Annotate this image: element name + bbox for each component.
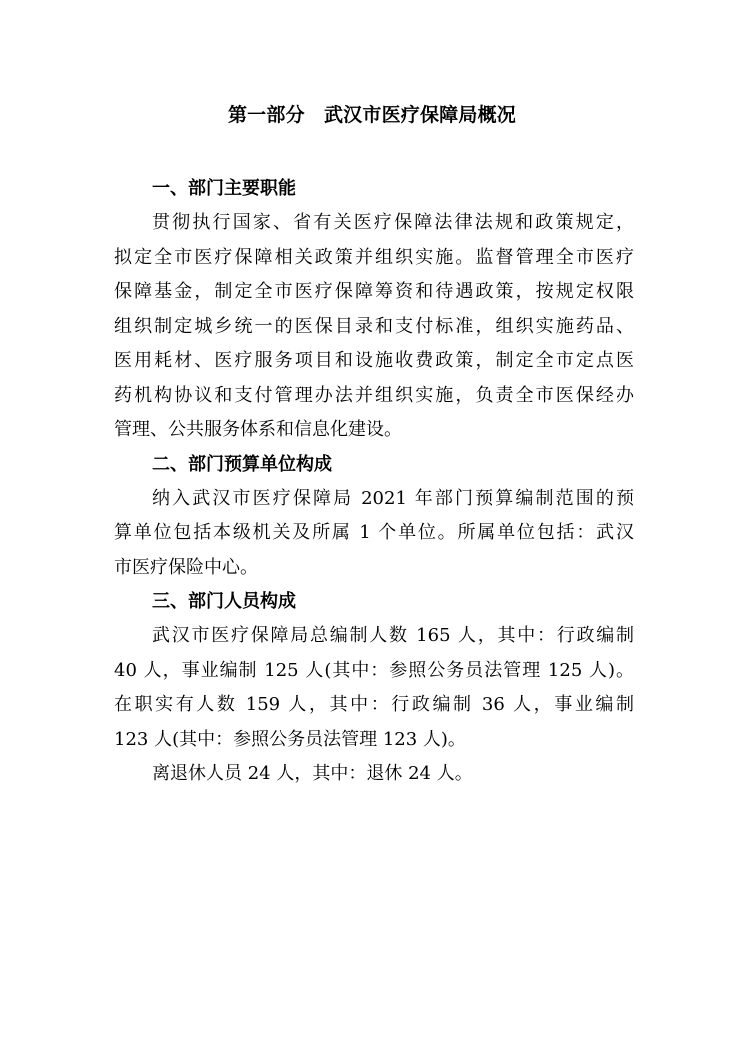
- section-heading-functions: 一、部门主要职能: [152, 178, 296, 199]
- text-line: 拟定全市医疗保障相关政策并组织实施。监督管理全市医疗: [114, 246, 634, 268]
- document-body: [114, 172, 634, 792]
- text-line: 离退休人员 24 人，其中：退休 24 人。: [152, 763, 473, 784]
- text-line: 123 人(其中：参照公务员法管理 123 人)。: [114, 728, 466, 750]
- text-line: 市医疗保险中心。: [114, 556, 258, 578]
- text-line: 药机构协议和支付管理办法并组织实施，负责全市医保经办: [114, 384, 634, 406]
- section-heading-personnel: 三、部门人员构成: [152, 591, 296, 612]
- text-line: 纳入武汉市医疗保障局 2021 年部门预算编制范围的预: [152, 487, 634, 509]
- section-heading-budget-units: 二、部门预算单位构成: [152, 453, 332, 475]
- text-line: 贯彻执行国家、省有关医疗保障法律法规和政策规定，: [152, 212, 634, 233]
- text-line: 在职实有人数 159 人，其中：行政编制 36 人，事业编制: [114, 694, 634, 715]
- text-line: 武汉市医疗保障局总编制人数 165 人，其中：行政编制: [152, 625, 634, 646]
- text-line: 管理、公共服务体系和信息化建设。: [114, 419, 402, 440]
- text-line: 组织制定城乡统一的医保目录和支付标准，组织实施药品、: [114, 315, 634, 337]
- section-personnel-retired-paragraph: [114, 757, 634, 792]
- text-line: 算单位包括本级机关及所属 1 个单位。所属单位包括：武汉: [114, 522, 634, 543]
- text-line: 40 人，事业编制 125 人(其中：参照公务员法管理 125 人)。: [114, 659, 634, 681]
- section-budget-units-paragraph: [114, 482, 634, 586]
- section-functions-paragraph: [114, 206, 634, 448]
- text-line: 保障基金，制定全市医疗保障筹资和待遇政策，按规定权限: [114, 281, 634, 302]
- page-title: 第一部分 武汉市医疗保障局概况: [227, 104, 516, 126]
- section-personnel-paragraph: [114, 619, 634, 757]
- text-line: 医用耗材、医疗服务项目和设施收费政策，制定全市定点医: [114, 350, 634, 371]
